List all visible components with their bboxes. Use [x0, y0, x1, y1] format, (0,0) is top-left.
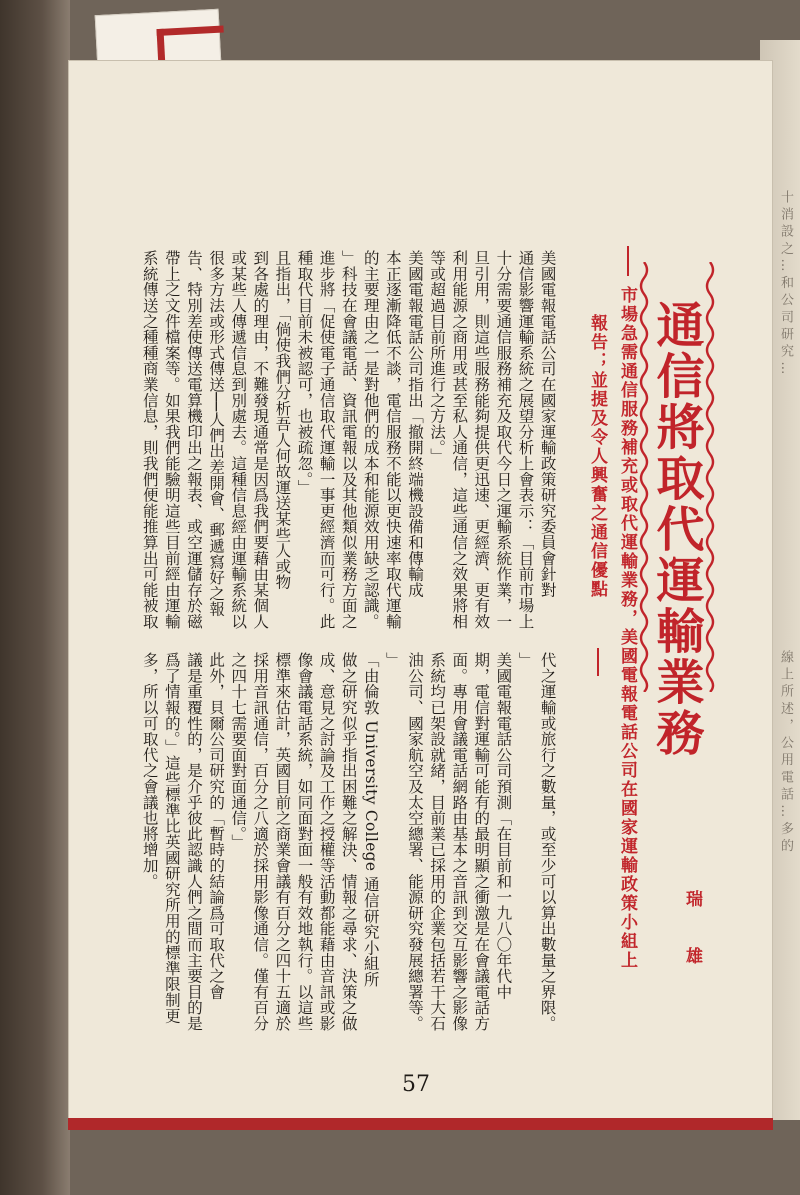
upper-text-column: 種取代目前未被認可，也被疏忽。」	[295, 250, 314, 496]
upper-text-column: 到各處的理由，不難發現通常是因爲我們要藉由某個人	[251, 250, 270, 630]
subtitle-line-1: 市場急需通信服務補充或取代運輸業務，美國電報電話公司在國家運輸政策小組上	[617, 286, 637, 970]
upper-text-column: 很多方法或形式傳送──人們出差開會、郵遞寫好之報	[207, 250, 226, 617]
subtitle-line-2: 報告；並提及令人興奮之通信優點	[587, 314, 607, 599]
upper-text-column: 利用能源之商用或甚至私人通信，這些通信之效果將相	[450, 250, 469, 630]
upper-text-column: 通信影響運輸系統之展望分析上會表示：「目前市場上	[516, 250, 535, 630]
lower-text-column: 採用音訊通信，百分之八適於採用影像通信。僅有百分	[251, 652, 270, 1032]
upper-text-column: 系統傳送之種種商業信息，則我們便能推算出可能被取	[140, 250, 159, 630]
page-bottom-edge	[68, 1118, 773, 1130]
upper-text-column: 本正逐漸降低不談，電信服務不能以更快速率取代運輸	[383, 250, 402, 630]
book-spine-shadow	[0, 0, 70, 1195]
lower-text-column: 爲了情報的。」這些標準比英國研究所用的標準限制更	[162, 652, 181, 1024]
lower-text-column: 系統均已架設就緒，目前業已採用的企業包括若干大石	[428, 652, 447, 1032]
upper-text-column: 美國電報電話公司指出「撤開終端機設備和傳輸成	[405, 250, 424, 598]
upper-text-column: 告、特別差使傳送電算機印出之報表、或空運儲存於磁	[184, 250, 203, 630]
upper-text-column: 帶上之文件檔案等。如果我們能驗明這些目前經由運輸	[162, 250, 181, 630]
lower-text-column: 期，電信對運輸可能有的最明顯之衝激是在會議電話方	[472, 652, 491, 1032]
left-wavy-border-icon	[702, 262, 718, 692]
lower-text-column: 」	[516, 652, 535, 668]
subtitle-rule-bottom	[597, 648, 599, 676]
lower-text-column: 面。專用會議電話網路由基本之音訊到交互影響之影像	[450, 652, 469, 1032]
author-name: 瑞雄	[682, 890, 702, 1004]
lower-text-column: 議是重覆性的，是介乎彼此認識人們之間而主要目的是	[184, 652, 203, 1032]
upper-text-column: 十分需要通信服務補充及取代今日之運輸系統作業，一	[494, 250, 513, 630]
adjacent-page-text-2: 線 上 所 述 ， 公 用 電 話 … 多 的	[778, 650, 793, 852]
lower-text-column: 代之運輸或旅行之數量，或至少可以算出數量之界限。	[538, 652, 557, 1032]
upper-text-column: 旦引用，則這些服務能夠提供更迅速、更經濟、更有效	[472, 250, 491, 630]
upper-text-column: 進步將「促使電子通信取代運輸一事更經濟而可行。此	[317, 250, 336, 630]
adjacent-page-text-1: 十 消 設 之 … 和 公 司 研 究 …	[778, 190, 793, 375]
lower-text-column: 油公司、國家航空及太空總署、能源研究發展總署等。	[405, 652, 424, 1032]
lower-text-column: 」	[383, 652, 402, 668]
upper-text-column: 或某些人傳遞信息到別處去。這種信息經由運輸系統以	[229, 250, 248, 630]
page-number: 57	[402, 1072, 430, 1097]
lower-text-column: 做之研究似乎指出困難之解決、情報之尋求、決策之做	[339, 652, 358, 1032]
lower-text-column: 多，所以可取代之會議也將增加。	[140, 652, 159, 889]
upper-text-column: 」科技在會議電話、資訊電報以及其他類似業務方面之	[339, 250, 358, 630]
upper-text-column: 且指出，「倘使我們分析吾人何故運送某些人或物	[273, 250, 292, 590]
upper-text-column: 等或超過目前所進行之方法。」	[428, 250, 447, 464]
upper-text-column: 美國電報電話公司在國家運輸政策研究委員會針對	[538, 250, 557, 598]
lower-text-column: 美國電報電話公司預測「在目前和一九八〇年代中	[494, 652, 513, 1000]
lower-text-column: 成、意見之討論及工作之授權等活動都能藉由音訊或影	[317, 652, 336, 1032]
lower-text-column: 之四十七需要面對面通信。」	[229, 652, 248, 850]
lower-text-column: 標準來估計，英國目前之商業會議有百分之四十五適於	[273, 652, 292, 1032]
upper-text-column: 的主要理由之一是對他們的成本和能源效用缺乏認識。	[361, 250, 380, 630]
lower-text-column: 像會議電話系統，如同面對面一般有效地執行。以這些	[295, 652, 314, 1032]
lower-text-column: 「由倫敦 University College 通信研究小組所	[361, 652, 380, 988]
article-title: 通信將取代運輸業務	[648, 300, 704, 759]
subtitle-rule-top	[627, 246, 629, 276]
lower-text-column: 此外，貝爾公司研究的「暫時的結論爲可取代之會	[207, 652, 226, 1000]
